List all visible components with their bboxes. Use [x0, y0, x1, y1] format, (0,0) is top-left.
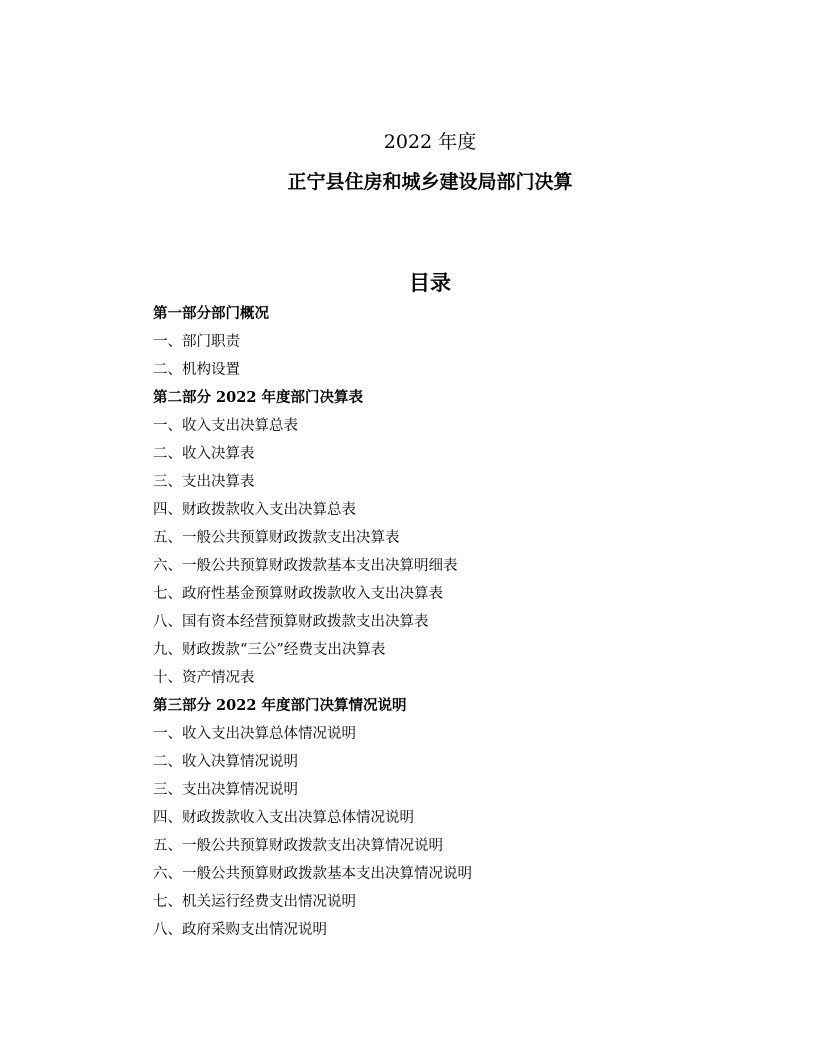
- toc-section: 第二部分 2022 年度部门决算表: [153, 389, 363, 406]
- toc-item: 二、机构设置: [153, 362, 240, 378]
- toc-item: 五、一般公共预算财政拨款支出决算情况说明: [153, 838, 443, 854]
- table-of-contents: [153, 300, 753, 944]
- toc-item: 七、机关运行经费支出情况说明: [153, 894, 356, 910]
- toc-section: 第三部分 2022 年度部门决算情况说明: [153, 697, 407, 714]
- toc-item: 一、部门职责: [153, 334, 240, 350]
- toc-item: 六、一般公共预算财政拨款基本支出决算情况说明: [153, 866, 472, 882]
- toc-item: 八、政府采购支出情况说明: [153, 922, 327, 938]
- toc-heading: 目录: [409, 270, 451, 295]
- report-year-title: 2022 年度: [383, 131, 477, 153]
- toc-item: 十、资产情况表: [153, 670, 255, 686]
- toc-item: 九、财政拨款“三公”经费支出决算表: [153, 642, 386, 658]
- toc-item: 二、收入决算表: [153, 446, 255, 462]
- toc-item: 四、财政拨款收入支出决算总表: [153, 502, 356, 518]
- department-title: 正宁县住房和城乡建设局部门决算: [287, 171, 573, 193]
- toc-item: 一、收入支出决算总体情况说明: [153, 726, 356, 742]
- toc-item: 一、收入支出决算总表: [153, 418, 298, 434]
- toc-item: 五、一般公共预算财政拨款支出决算表: [153, 530, 400, 546]
- toc-item: 六、一般公共预算财政拨款基本支出决算明细表: [153, 558, 458, 574]
- toc-section: 第一部分部门概况: [153, 305, 269, 322]
- toc-item: 三、支出决算表: [153, 474, 255, 490]
- toc-item: 八、国有资本经营预算财政拨款支出决算表: [153, 614, 429, 630]
- toc-item: 三、支出决算情况说明: [153, 782, 298, 798]
- toc-item: 二、收入决算情况说明: [153, 754, 298, 770]
- toc-item: 七、政府性基金预算财政拨款收入支出决算表: [153, 586, 443, 602]
- toc-item: 四、财政拨款收入支出决算总体情况说明: [153, 810, 414, 826]
